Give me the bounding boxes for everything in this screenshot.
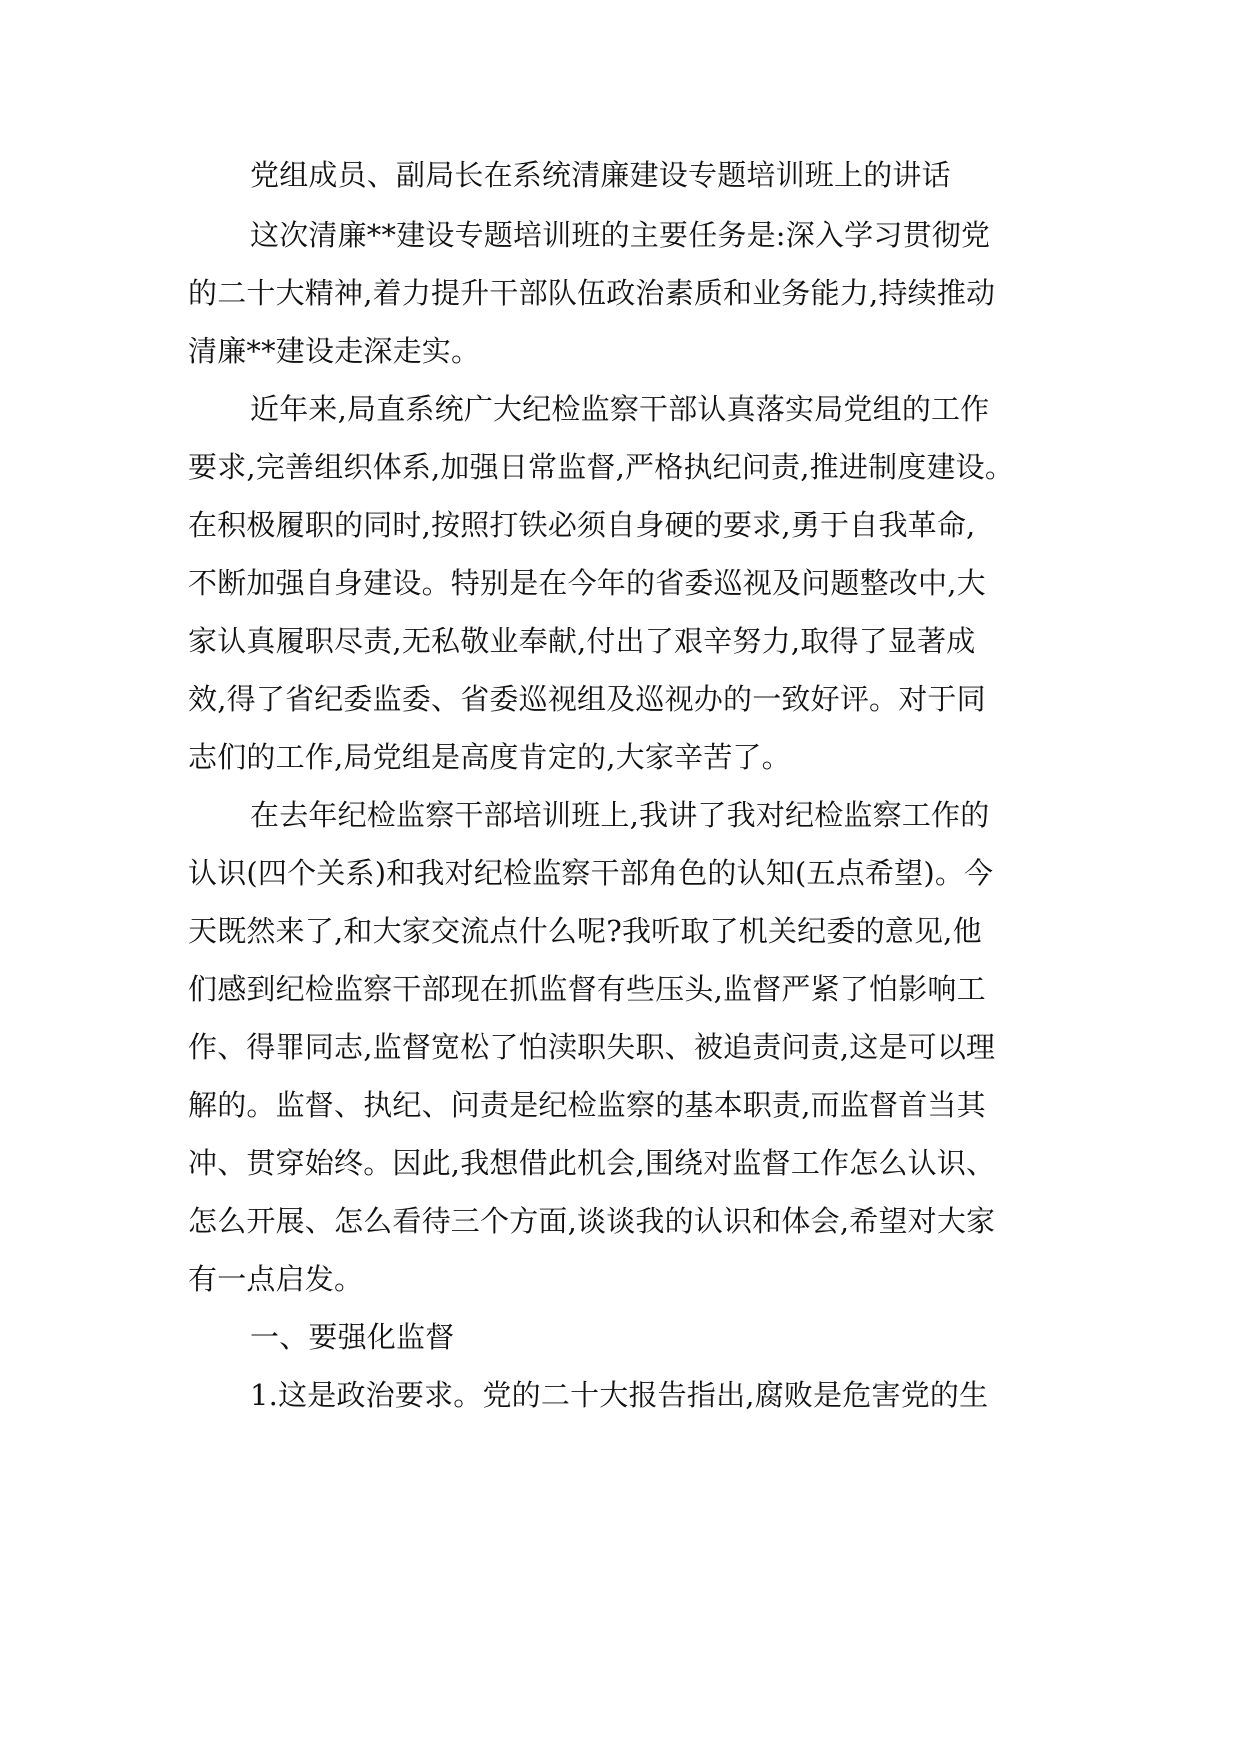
paragraph-3-line-6: 解的。监督、执纪、问责是纪检监察的基本职责,而监督首当其 bbox=[188, 1088, 986, 1122]
paragraph-1-line-2: 的二十大精神,着力提升干部队伍政治素质和业务能力,持续推动 bbox=[188, 276, 996, 310]
paragraph-1-line-1: 这次清廉**建设专题培训班的主要任务是:深入学习贯彻党 bbox=[250, 218, 991, 252]
section-heading-1: 一、要强化监督 bbox=[250, 1320, 455, 1354]
paragraph-3-line-4: 们感到纪检监察干部现在抓监督有些压头,监督严紧了怕影响工 bbox=[188, 972, 986, 1006]
paragraph-3-line-5: 作、得罪同志,监督宽松了怕渎职失职、被追责问责,这是可以理 bbox=[188, 1030, 996, 1064]
paragraph-2-line-4: 不断加强自身建设。特别是在今年的省委巡视及问题整改中,大 bbox=[188, 566, 986, 600]
paragraph-3-line-1: 在去年纪检监察干部培训班上,我讲了我对纪检监察工作的 bbox=[250, 798, 990, 832]
paragraph-2-line-5: 家认真履职尽责,无私敬业奉献,付出了艰辛努力,取得了显著成 bbox=[188, 624, 976, 658]
paragraph-2-line-1: 近年来,局直系统广大纪检监察干部认真落实局党组的工作 bbox=[250, 392, 990, 426]
paragraph-3-line-3: 天既然来了,和大家交流点什么呢?我听取了机关纪委的意见,他 bbox=[188, 914, 982, 948]
paragraph-2-line-6: 效,得了省纪委监委、省委巡视组及巡视办的一致好评。对于同 bbox=[188, 682, 986, 716]
paragraph-4-line-1: 1.这是政治要求。党的二十大报告指出,腐败是危害党的生 bbox=[250, 1378, 989, 1412]
paragraph-3-line-7: 冲、贯穿始终。因此,我想借此机会,围绕对监督工作怎么认识、 bbox=[188, 1146, 996, 1180]
paragraph-3-line-9: 有一点启发。 bbox=[188, 1262, 364, 1296]
paragraph-2-line-3: 在积极履职的同时,按照打铁必须自身硬的要求,勇于自我革命, bbox=[188, 508, 976, 542]
paragraph-1-line-3: 清廉**建设走深走实。 bbox=[188, 334, 481, 368]
paragraph-3-line-2: 认识(四个关系)和我对纪检监察干部角色的认知(五点希望)。今 bbox=[188, 856, 994, 890]
document-title: 党组成员、副局长在系统清廉建设专题培训班上的讲话 bbox=[250, 158, 951, 192]
paragraph-3-line-8: 怎么开展、怎么看待三个方面,谈谈我的认识和体会,希望对大家 bbox=[188, 1204, 996, 1238]
paragraph-2-line-2: 要求,完善组织体系,加强日常监督,严格执纪问责,推进制度建设。 bbox=[188, 450, 1015, 484]
paragraph-2-line-7: 志们的工作,局党组是高度肯定的,大家辛苦了。 bbox=[188, 740, 791, 774]
